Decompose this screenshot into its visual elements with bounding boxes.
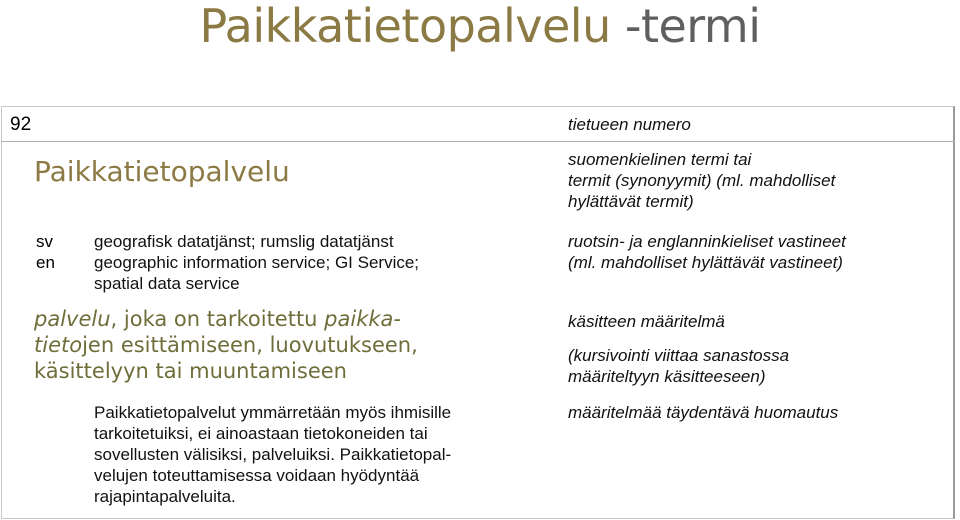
annotation-equivalents-line: ruotsin- ja englanninkieliset vastineet: [568, 232, 846, 251]
note-line: Paikkatietopalvelut ymmärretään myös ihmisille: [94, 403, 452, 422]
annotation-term-line: hylättävät termit): [568, 192, 694, 211]
concept-link-paikkatieto-cont: tieto: [34, 333, 83, 357]
slide-title-main: Paikkatietopalvelu: [199, 0, 611, 53]
slide-title-suffix: -termi: [624, 0, 761, 53]
note-line: tarkoitetuiksi, ei ainoastaan tietokoneiden tai: [94, 424, 428, 443]
definition-text: [34, 306, 534, 384]
annotation-italic-note-line: (kursivointi viittaa sanastossa: [568, 346, 790, 365]
slide-title: [0, 0, 960, 52]
annotation-equivalents-line: (ml. mahdolliset hylättävät vastineet): [568, 253, 843, 272]
annotation-note: määritelmää täydentävä huomautus: [568, 403, 839, 422]
annotation-equivalents: [568, 231, 846, 273]
annotation-definition: käsitteen määritelmä: [568, 312, 725, 331]
header-divider: [1, 141, 955, 142]
note-line: velujen toteuttamisessa voidaan hyödyntää: [94, 466, 420, 485]
annotation-record-number: tietueen numero: [568, 115, 691, 134]
definition-fragment: käsittelyyn tai muuntamiseen: [34, 359, 347, 383]
swedish-equivalent: geografisk datatjänst; rumslig datatjänst: [94, 232, 394, 251]
english-equivalent-continued: spatial data service: [94, 274, 240, 293]
note-line: sovellusten välisiksi, palveluiksi. Paikkatietopal-: [94, 445, 452, 464]
annotation-term-line: suomenkielinen termi tai: [568, 150, 752, 169]
language-code-sv: sv: [36, 232, 53, 251]
term-heading: Paikkatietopalvelu: [34, 155, 290, 188]
english-equivalent: geographic information service; GI Service;: [94, 253, 420, 272]
concept-link-paikkatieto: paikka-: [324, 307, 401, 331]
annotation-term-line: termit (synonyymit) (ml. mahdolliset: [568, 171, 836, 190]
annotation-italic-note: [568, 345, 789, 387]
annotation-italic-note-line: määriteltyyn käsitteeseen): [568, 367, 766, 386]
annotation-term: [568, 149, 835, 212]
definition-fragment: jen esittämiseen, luovutukseen,: [82, 333, 418, 357]
definition-fragment: , joka on tarkoitettu: [110, 307, 325, 331]
language-code-en: en: [36, 253, 55, 272]
note-line: rajapintapalveluita.: [94, 487, 236, 506]
record-number: 92: [10, 114, 32, 135]
note-text: [94, 402, 544, 507]
concept-link-palvelu: palvelu: [34, 307, 111, 331]
